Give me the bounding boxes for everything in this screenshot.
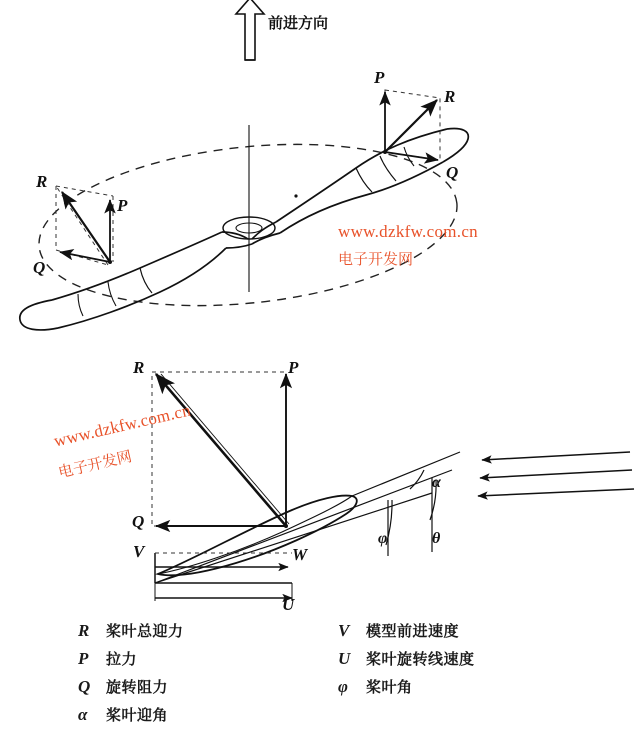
legend-item <box>338 620 475 648</box>
legend-symbol: U <box>338 649 351 668</box>
force-vectors-right-blade <box>383 90 440 160</box>
legend-text: 桨叶迎角 <box>106 706 169 724</box>
watermark-url-upper: www.dzkfw.com.cn <box>338 222 478 241</box>
legend-item <box>78 676 184 704</box>
label-V-velocity: V <box>133 542 145 561</box>
watermark-cn-lower: 电子开发网 <box>56 447 134 482</box>
label-P-left-blade: P <box>117 196 128 215</box>
legend-item <box>78 648 184 676</box>
label-P-right-blade: P <box>374 68 385 87</box>
legend-text: 桨叶角 <box>366 678 413 696</box>
watermark-cn-upper: 电子开发网 <box>338 250 414 268</box>
legend-text: 旋转阻力 <box>106 678 169 696</box>
legend-column-left <box>78 620 184 732</box>
forward-direction-arrow <box>236 0 264 60</box>
force-vectors-left-blade <box>56 186 113 265</box>
label-P-section: P <box>288 358 299 377</box>
legend-item <box>338 676 475 704</box>
legend-item <box>78 704 184 732</box>
legend-symbol: φ <box>338 677 348 696</box>
legend-symbol: Q <box>78 677 91 696</box>
airfoil-section <box>158 496 357 576</box>
legend-text: 桨叶总迎力 <box>106 622 184 640</box>
label-R-left-blade: R <box>36 172 48 191</box>
legend-text: 模型前进速度 <box>366 622 460 640</box>
legend-column-right <box>338 620 475 704</box>
label-R-section: R <box>133 358 145 377</box>
label-U-velocity: U <box>282 595 295 614</box>
label-W-velocity: W <box>292 545 308 564</box>
legend-symbol: R <box>78 621 90 640</box>
forward-direction-label: 前进方向 <box>268 14 329 32</box>
legend-symbol: V <box>338 621 350 640</box>
label-alpha-angle: α <box>432 474 441 491</box>
legend-symbol: α <box>78 705 88 724</box>
incoming-flow-arrows <box>478 452 634 496</box>
legend-item <box>78 620 184 648</box>
label-Q-right-blade: Q <box>446 163 459 182</box>
hub-axis <box>223 125 298 292</box>
label-Q-left-blade: Q <box>33 258 46 277</box>
legend-text: 桨叶旋转线速度 <box>366 650 475 668</box>
legend-symbol: P <box>78 649 89 668</box>
watermark-url-lower: www.dzkfw.com.cn <box>52 400 193 451</box>
label-phi-angle: φ <box>378 530 388 547</box>
label-Q-section: Q <box>132 512 145 531</box>
legend-text: 拉力 <box>106 650 138 668</box>
legend-item <box>338 648 475 676</box>
force-vectors-section <box>152 372 289 528</box>
label-R-right-blade: R <box>444 87 456 106</box>
label-theta-angle: θ <box>432 530 441 547</box>
